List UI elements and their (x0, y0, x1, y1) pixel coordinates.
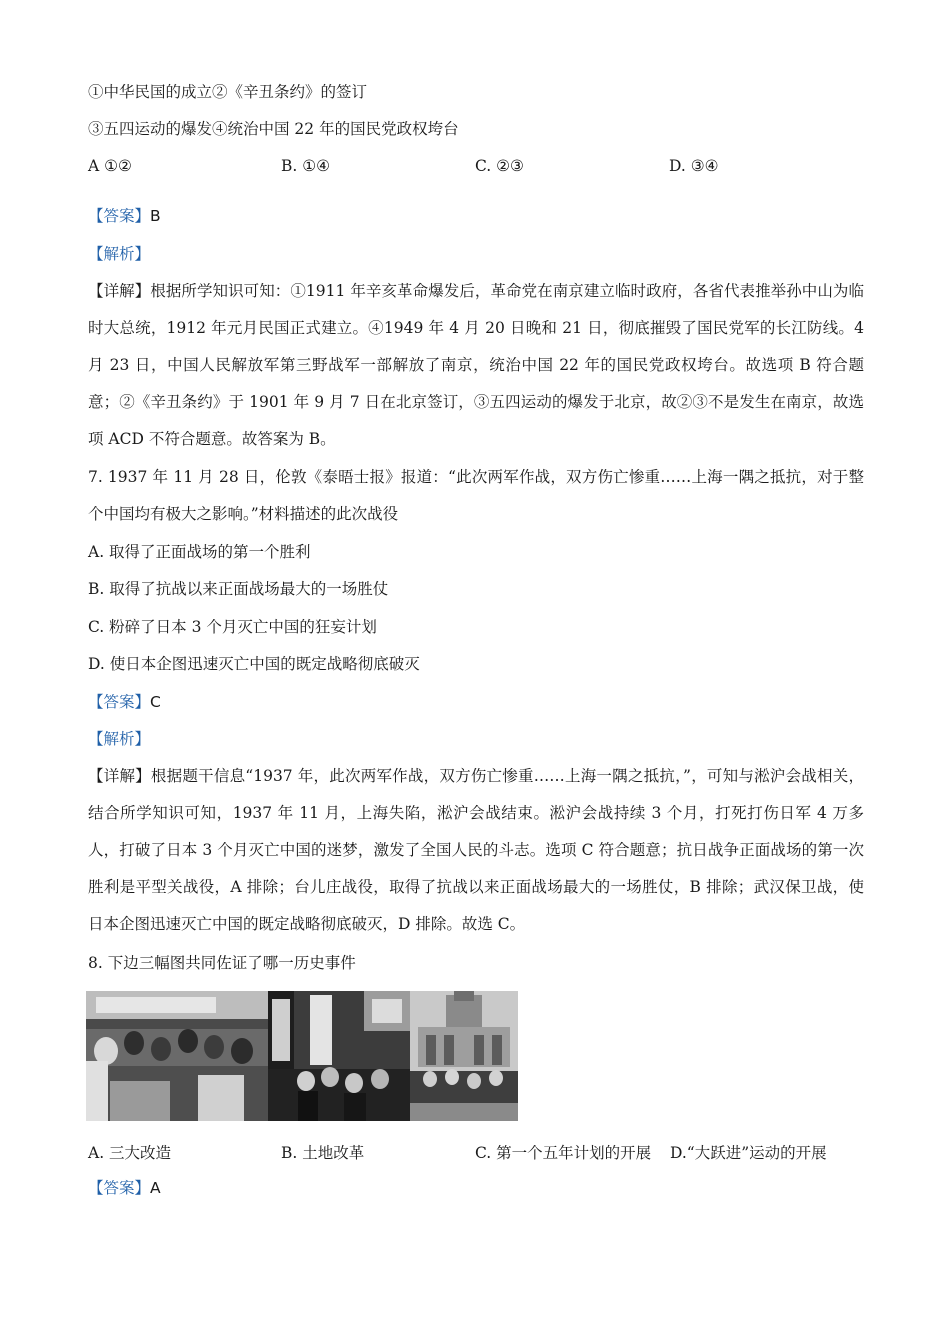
answer-value: C (150, 693, 161, 711)
q8-option-b: B. 土地改革 (281, 1144, 365, 1162)
analysis-tag: 【解析】 (88, 730, 151, 748)
q6-option-d: D. ③④ (669, 157, 719, 175)
q6-answer (88, 206, 161, 226)
detail-tag: 【详解】 (88, 767, 151, 785)
answer-value: B (150, 207, 161, 225)
photo-crowd-registration (86, 991, 268, 1121)
photo-parade-building (410, 991, 518, 1121)
photo-storefront-crowd (268, 991, 410, 1121)
analysis-tag: 【解析】 (88, 245, 151, 263)
answer-tag: 【答案】 (88, 1179, 151, 1197)
answer-value: A (150, 1179, 161, 1197)
q7-option-a: A. 取得了正面战场的第一个胜利 (88, 543, 311, 561)
q6-choice-line-2: ③五四运动的爆发④统治中国 22 年的国民党政权垮台 (88, 120, 459, 138)
q7-option-b: B. 取得了抗战以来正面战场最大的一场胜仗 (88, 580, 389, 598)
q7-detail (88, 758, 864, 943)
q8-stem: 8. 下边三幅图共同佐证了哪一历史事件 (88, 954, 356, 972)
q7-option-d: D. 使日本企图迅速灭亡中国的既定战略彻底破灭 (88, 655, 420, 673)
q7-answer (88, 692, 161, 712)
q6-option-b: B. ①④ (281, 157, 331, 175)
detail-text: 根据所学知识可知：①1911 年辛亥革命爆发后，革命党在南京建立临时政府，各省代表推举孙中山为临时大总统，1912 年元月民国正式建立。④1949 年 4 月 20 日晚和 21 日，彻底摧毁了国民党军的长江防线。4 月 23 日，中国人民解放军第三野战军一部解放了南京，统治中国 22 年的国民党政权垮台。故选项 B 符合题意；②《辛丑条约》于 1901 年 9 月 7 日在北京签订，③五四运动的爆发于北京，故②③不是发生在南京，故选项 ACD 不符合题意。故答案为 B。 (88, 282, 864, 448)
q6-option-c: C. ②③ (475, 157, 524, 175)
answer-tag: 【答案】 (88, 693, 151, 711)
q6-option-a: A ①② (88, 157, 132, 175)
q7-stem: 7. 1937 年 11 月 28 日，伦敦《泰晤士报》报道：“此次两军作战，双方伤亡惨重……上海一隅之抵抗，对于整个中国均有极大之影响。”材料描述的此次战役 (88, 468, 864, 523)
q7-analysis-heading (88, 729, 150, 749)
q6-choice-line-1: ①中华民国的成立②《辛丑条约》的签订 (88, 83, 368, 101)
q6-detail (88, 273, 864, 458)
q8-option-a: A. 三大改造 (88, 1144, 172, 1162)
detail-text: 根据题干信息“1937 年，此次两军作战，双方伤亡惨重……上海一隅之抵抗，”，可知与淞沪会战相关，结合所学知识可知，1937 年 11 月，上海失陷，淞沪会战结束。淞沪会战持续 3 个月，打死打伤日军 4 万多人，打破了日本 3 个月灭亡中国的迷梦，激发了全国人民的斗志。选项 C 符合题意；抗日战争正面战场的第一次胜利是平型关战役，A 排除；台儿庄战役，取得了抗战以来正面战场最大的一场胜仗，B 排除；武汉保卫战，使日本企图迅速灭亡中国的既定战略彻底破灭，D 排除。故选 C。 (88, 767, 864, 933)
q7-option-c: C. 粉碎了日本 3 个月灭亡中国的狂妄计划 (88, 618, 377, 636)
q8-option-c: C. 第一个五年计划的开展 (475, 1144, 652, 1162)
detail-tag: 【详解】 (88, 282, 151, 300)
q6-analysis-heading (88, 244, 150, 264)
answer-tag: 【答案】 (88, 207, 151, 225)
q8-answer (88, 1178, 161, 1198)
q8-option-d: D.“大跃进”运动的开展 (670, 1144, 827, 1162)
